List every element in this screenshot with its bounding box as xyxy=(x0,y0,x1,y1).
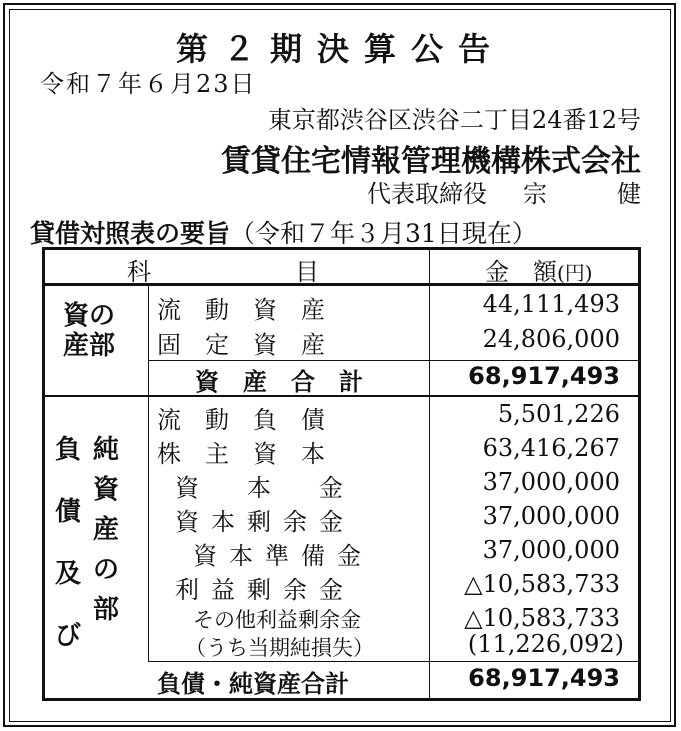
row-label: 株 主 資 本 xyxy=(157,440,325,468)
notice-title: 第２期決算公告 xyxy=(175,30,505,68)
representative-name-1: 宗 xyxy=(523,180,547,208)
row-value: 37,000,000 xyxy=(482,536,620,564)
row-label: 資本剰余金 xyxy=(175,508,355,536)
net-assets-section-label: 純 資 産 の 部 xyxy=(93,435,120,625)
header-subject-2: 目 xyxy=(295,258,319,286)
row-value: △10,583,733 xyxy=(464,604,620,632)
assets-total-rule xyxy=(148,360,638,361)
asset-label: 流 動 資 産 xyxy=(157,296,325,324)
assets-total-value: 68,917,493 xyxy=(468,362,620,390)
row-label: 資本準備金 xyxy=(193,542,373,570)
notice-date: 令和７年６月23日 xyxy=(40,70,257,98)
row-value: 37,000,000 xyxy=(482,502,620,530)
heading-text: 貸借対照表の要旨 xyxy=(30,219,231,248)
row-label: （うち当期純損失） xyxy=(185,636,374,660)
company-address: 東京都渋谷区渋谷二丁目24番12号 xyxy=(267,106,641,134)
grand-total-label: 負債・純資産合計 xyxy=(157,670,349,698)
assets-total-label: 資 産 合 計 xyxy=(195,368,363,396)
grand-total-value: 68,917,493 xyxy=(468,664,620,692)
asset-label: 固 定 資 産 xyxy=(157,331,325,359)
header-subject-1: 科 xyxy=(127,258,151,286)
representative-name-2: 健 xyxy=(617,180,641,208)
row-label: その他利益剰余金 xyxy=(193,608,361,632)
period-text: （令和７年３月31日現在） xyxy=(230,219,537,248)
side-divider xyxy=(148,286,149,661)
balance-sheet-heading xyxy=(30,214,537,250)
row-value: 5,501,226 xyxy=(497,400,620,428)
liabilities-section-label: 負 債 及 び xyxy=(55,435,82,651)
row-value: (11,226,092) xyxy=(467,630,624,658)
row-label: 利益剰余金 xyxy=(175,576,355,604)
assets-section-label: 資の 産部 xyxy=(63,301,116,361)
row-value: △10,583,733 xyxy=(464,570,620,598)
balance-sheet-table xyxy=(42,247,641,701)
row-value: 63,416,267 xyxy=(482,434,620,462)
company-name: 賃貸住宅情報管理機構株式会社 xyxy=(221,144,641,179)
asset-value: 24,806,000 xyxy=(482,325,620,353)
representative-title: 代表取締役 xyxy=(367,180,487,208)
header-amount: 金 額(円) xyxy=(485,258,593,286)
row-value: 37,000,000 xyxy=(482,468,620,496)
row-label: 資 本 金 xyxy=(175,474,343,502)
asset-value: 44,111,493 xyxy=(482,290,620,318)
amount-divider xyxy=(429,250,430,698)
representative xyxy=(367,174,641,209)
row-label: 流 動 負 債 xyxy=(157,406,325,434)
